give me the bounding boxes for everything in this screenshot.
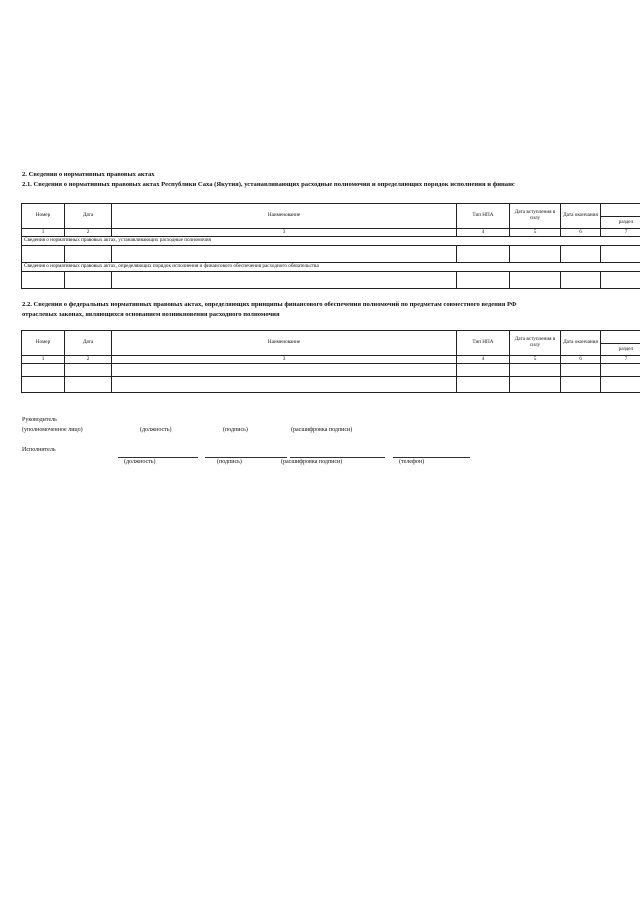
executor-phone-line	[393, 457, 470, 458]
head-signature-caption: (подпись)	[223, 427, 248, 433]
executor-decode-caption: (расшифровка подписи)	[281, 459, 343, 465]
col-number-header: Номер	[22, 331, 65, 356]
executor-decode-line	[290, 457, 385, 458]
col-section-index: 7	[601, 356, 640, 364]
col-type-index: 4	[457, 229, 510, 237]
col-type-header: Тип НПА	[457, 331, 510, 356]
col-section-header	[601, 331, 640, 356]
col-number-header: Номер	[22, 204, 65, 229]
col-end-date-header: Дата окончания	[561, 331, 601, 356]
table-group-row	[22, 263, 640, 272]
subsection-2-2-title-cont: отраслевых законах, являющихся основанием возникновения расходного полномочия	[22, 311, 280, 318]
col-effective-date-header: Дата вступления в силу	[510, 204, 561, 229]
col-name-index: 3	[112, 229, 457, 237]
head-label: Руководитель	[22, 417, 57, 423]
col-date-index: 2	[65, 229, 112, 237]
col-effective-date-index: 5	[510, 356, 561, 364]
col-end-date-index: 6	[561, 229, 601, 237]
col-name-header: Наименование	[112, 331, 457, 356]
subsection-2-1-title: 2.1. Сведения о нормативных правовых актах Республики Саха (Якутия), устанавливающих расходные полномочия и определяющих порядок исполнения и финанс	[22, 181, 515, 188]
col-section-header	[601, 204, 640, 229]
table-number-row	[22, 229, 640, 237]
group-label-powers: Сведения о нормативных правовых актах, устанавливающих расходные полномочия	[22, 237, 640, 246]
head-decode-caption: (расшифровка подписи)	[291, 427, 353, 433]
executor-label: Исполнитель	[22, 447, 56, 453]
table-group-row	[22, 237, 640, 246]
col-number-index: 1	[22, 356, 65, 364]
table-header-row	[22, 331, 640, 356]
col-date-header: Дата	[65, 204, 112, 229]
table-row	[22, 246, 640, 263]
table-row	[22, 364, 640, 377]
group-label-execution: Сведения о нормативных правовых актах, определяющих порядок исполнения и финансового обеспечения расходного обязательства	[22, 263, 640, 272]
table-2-2	[21, 330, 640, 393]
col-end-date-header: Дата окончания	[561, 204, 601, 229]
col-number-index: 1	[22, 229, 65, 237]
executor-phone-caption: (телефон)	[399, 459, 425, 465]
executor-position-caption: (должность)	[124, 459, 156, 465]
executor-signature-caption: (подпись)	[217, 459, 242, 465]
section-title: 2. Сведения о нормативных правовых актах	[22, 171, 155, 178]
col-section-label: раздел	[601, 216, 640, 228]
col-name-index: 3	[112, 356, 457, 364]
table-row	[22, 377, 640, 393]
col-end-date-index: 6	[561, 356, 601, 364]
table-2-1	[21, 203, 640, 289]
col-type-index: 4	[457, 356, 510, 364]
executor-signature-line	[205, 457, 287, 458]
col-effective-date-header: Дата вступления в силу	[510, 331, 561, 356]
table-row	[22, 272, 640, 289]
col-type-header: Тип НПА	[457, 204, 510, 229]
head-position-caption: (должность)	[140, 427, 172, 433]
col-name-header: Наименование	[112, 204, 457, 229]
table-number-row	[22, 356, 640, 364]
col-effective-date-index: 5	[510, 229, 561, 237]
col-date-header: Дата	[65, 331, 112, 356]
executor-position-line	[118, 457, 198, 458]
table-header-row	[22, 204, 640, 229]
head-sublabel: (уполномоченное лицо)	[22, 427, 83, 433]
subsection-2-2-title: 2.2. Сведения о федеральных нормативных правовых актах, определяющих принципы финансового обеспечения полномочий по предметам совместного ведения РФ	[22, 301, 517, 308]
col-section-label: раздел	[601, 343, 640, 355]
col-date-index: 2	[65, 356, 112, 364]
col-section-index: 7	[601, 229, 640, 237]
